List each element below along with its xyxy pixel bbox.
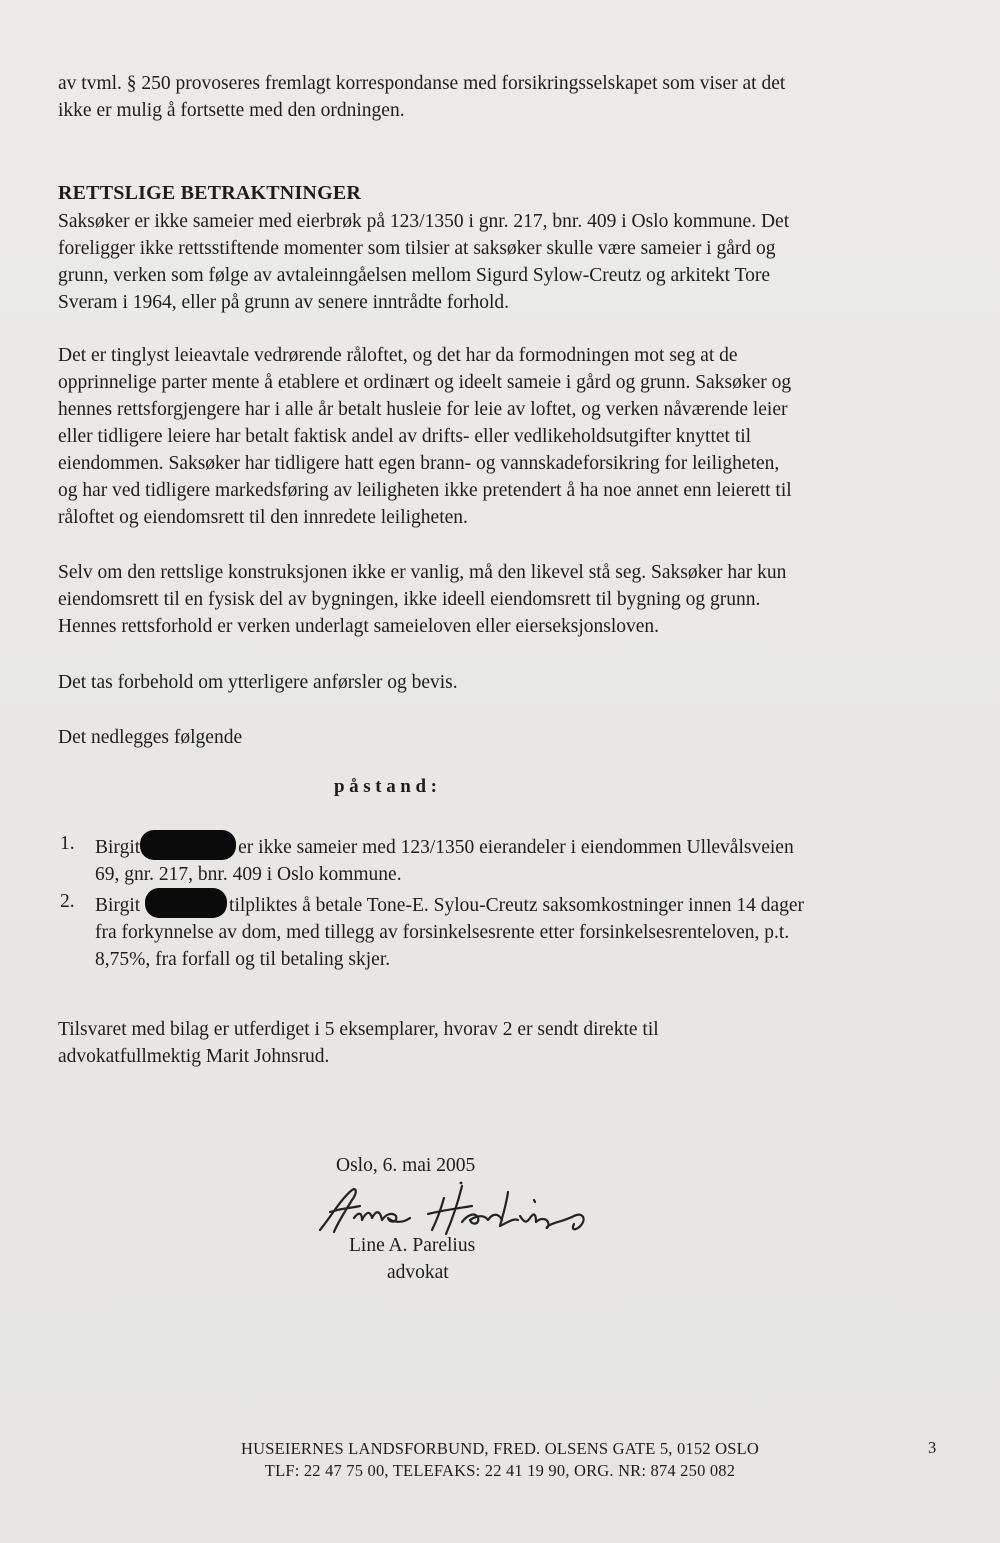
text-line: råloftet og eiendomsrett til den innredete leiligheten.: [58, 507, 468, 528]
claims-list: [58, 830, 958, 973]
signer-title: advokat: [387, 1262, 449, 1283]
paragraph-1: [58, 208, 958, 316]
reservation-text: [58, 669, 958, 696]
handwritten-signature: [312, 1178, 602, 1248]
intro-paragraph: [58, 70, 958, 124]
text-line: eller tidligere leiere har betalt faktisk andel av drifts- eller vedlikeholdsutgifter knyttet til: [58, 426, 752, 447]
text-line: og har ved tidligere markedsføring av leiligheten ikke pretendert å ha noe annet enn leierett til: [58, 480, 792, 501]
claim-line: 69, gnr. 217, bnr. 409 i Oslo kommune.: [95, 864, 402, 885]
page-footer: [150, 1438, 850, 1482]
text-line: hennes rettsforgjengere har i alle år betalt husleie for leie av loftet, og verken nåværende leier: [58, 399, 788, 420]
place-date: Oslo, 6. mai 2005: [336, 1155, 476, 1176]
claim-line: 8,75%, fra forfall og til betaling skjer.: [95, 949, 391, 970]
claimant-name: Birgit: [95, 895, 141, 916]
submission-text: [58, 724, 958, 751]
claim-number: 2.: [60, 891, 75, 912]
footer-contact: TLF: 22 47 75 00, TELEFAKS: 22 41 19 90, ORG. NR: 874 250 082: [264, 1461, 736, 1480]
claim-title: påstand:: [334, 776, 442, 797]
claim-text: tilpliktes å betale Tone-E. Sylou-Creutz saksomkostninger innen 14 dager: [229, 895, 805, 916]
text-line: Sveram i 1964, eller på grunn av senere inntrådte forhold.: [58, 292, 510, 313]
paragraph-2: [58, 342, 958, 531]
redaction-mark: [145, 888, 227, 918]
redaction-mark: [140, 830, 236, 860]
text-line: grunn, verken som følge av avtaleinngåelsen mellom Sigurd Sylow-Creutz og arkitekt Tore: [58, 265, 771, 286]
text-line: ikke er mulig å fortsette med den ordningen.: [58, 100, 405, 121]
claim-line: fra forkynnelse av dom, med tillegg av forsinkelsesrente etter forsinkelsesrenteloven, p.t.: [95, 922, 790, 943]
text-line: Selv om den rettslige konstruksjonen ikke er vanlig, må den likevel stå seg. Saksøker har kun: [58, 562, 787, 583]
text-line: Saksøker er ikke sameier med eierbrøk på 123/1350 i gnr. 217, bnr. 409 i Oslo kommune. Det: [58, 211, 790, 232]
claim-text: er ikke sameier med 123/1350 eierandeler i eiendommen Ullevålsveien: [238, 837, 794, 858]
claimant-name: Birgit: [95, 837, 141, 858]
text-line: Hennes rettsforhold er verken underlagt sameieloven eller eierseksjonsloven.: [58, 616, 660, 637]
text-line: Tilsvaret med bilag er utferdiget i 5 eksemplarer, hvorav 2 er sendt direkte til: [58, 1019, 659, 1040]
footer-address: HUSEIERNES LANDSFORBUND, FRED. OLSENS GATE 5, 0152 OSLO: [241, 1439, 759, 1458]
signer-name: Line A. Parelius: [349, 1235, 476, 1256]
closing-paragraph: [58, 1016, 958, 1070]
claim-item: [58, 830, 958, 888]
claim-line: [95, 888, 958, 919]
claim-item: [58, 888, 958, 973]
paragraph-3: [58, 559, 958, 640]
text-line: opprinnelige parter mente å etablere et ordinært og ideelt sameie i gård og grunn. Saksøker og: [58, 372, 792, 393]
text-line: eiendomsrett til en fysisk del av bygningen, ikke ideell eiendomsrett til bygning og grunn.: [58, 589, 761, 610]
text-line: eiendommen. Saksøker har tidligere hatt egen brann- og vannskadeforsikring for leiligheten,: [58, 453, 780, 474]
claim-number: 1.: [60, 833, 75, 854]
text-line: av tvml. § 250 provoseres fremlagt korrespondanse med forsikringsselskapet som viser at det: [58, 73, 786, 94]
text-line: advokatfullmektig Marit Johnsrud.: [58, 1046, 330, 1067]
text-line: Det er tinglyst leieavtale vedrørende råloftet, og det har da formodningen mot seg at de: [58, 345, 738, 366]
claim-line: [95, 830, 958, 861]
text-line: Det tas forbehold om ytterligere anførsler og bevis.: [58, 672, 458, 693]
section-heading: RETTSLIGE BETRAKTNINGER: [58, 182, 362, 204]
text-line: Det nedlegges følgende: [58, 727, 243, 748]
page-number: 3: [928, 1438, 937, 1457]
text-line: foreligger ikke rettsstiftende momenter som tilsier at saksøker skulle være sameier i gård og: [58, 238, 776, 259]
